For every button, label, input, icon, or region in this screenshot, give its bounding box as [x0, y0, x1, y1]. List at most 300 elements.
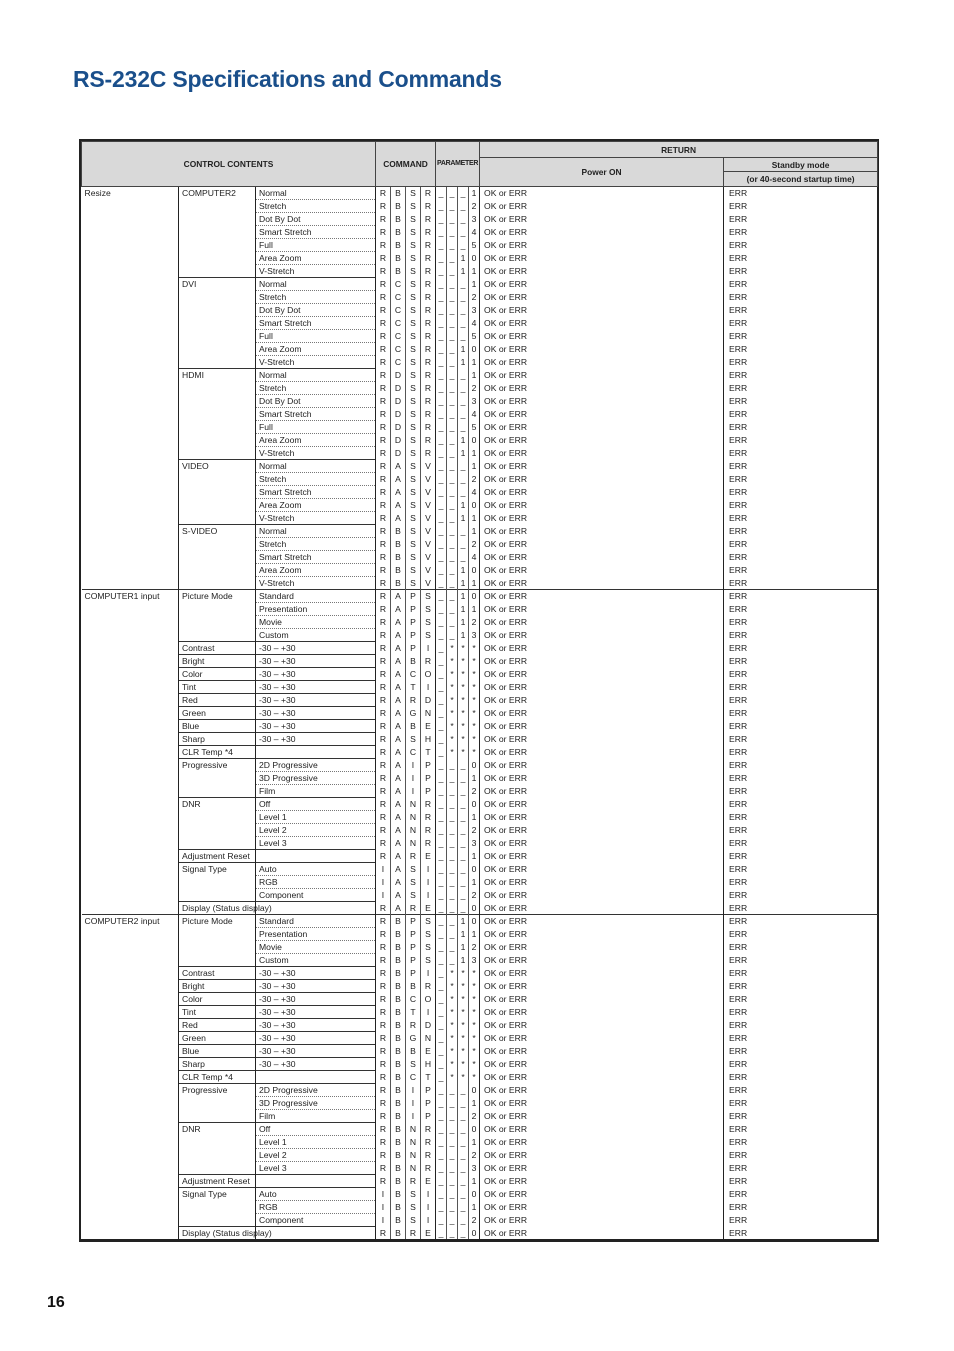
parameter-cell: 4 — [469, 317, 480, 330]
parameter-cell: 1 — [469, 772, 480, 785]
parameter-cell: 0 — [469, 564, 480, 577]
command-char-cell: R — [376, 1149, 391, 1162]
return-standby-cell: ERR — [724, 1227, 878, 1240]
detail-cell: V-Stretch — [256, 265, 376, 278]
command-char-cell: N — [406, 798, 421, 811]
command-char-cell: R — [421, 824, 436, 837]
category-cell: Adjustment Reset — [179, 850, 256, 863]
command-char-cell: S — [406, 278, 421, 291]
table-row — [82, 928, 878, 941]
parameter-cell: 1 — [458, 343, 469, 356]
table-row — [82, 187, 878, 200]
parameter-cell: 1 — [458, 603, 469, 616]
command-char-cell: A — [391, 837, 406, 850]
category-cell — [179, 408, 256, 421]
group-cell — [82, 239, 179, 252]
group-cell — [82, 564, 179, 577]
command-char-cell: V — [421, 538, 436, 551]
group-cell — [82, 863, 179, 876]
parameter-cell: _ — [436, 1110, 447, 1123]
parameter-cell: 1 — [458, 434, 469, 447]
return-standby-cell: ERR — [724, 863, 878, 876]
command-char-cell: R — [376, 1227, 391, 1240]
return-standby-cell: ERR — [724, 278, 878, 291]
group-cell — [82, 694, 179, 707]
table-row — [82, 564, 878, 577]
parameter-cell: _ — [447, 564, 458, 577]
parameter-cell: * — [458, 1006, 469, 1019]
parameter-cell: * — [447, 720, 458, 733]
detail-cell: Level 1 — [256, 1136, 376, 1149]
command-char-cell: R — [421, 343, 436, 356]
command-char-cell: A — [391, 512, 406, 525]
command-char-cell: R — [376, 512, 391, 525]
return-power-on-cell: OK or ERR — [480, 798, 724, 811]
command-char-cell: S — [406, 733, 421, 746]
return-power-on-cell: OK or ERR — [480, 408, 724, 421]
command-char-cell: N — [421, 1032, 436, 1045]
parameter-cell: _ — [447, 343, 458, 356]
parameter-cell: _ — [436, 226, 447, 239]
detail-cell: Level 3 — [256, 837, 376, 850]
parameter-cell: 2 — [469, 889, 480, 902]
parameter-cell: _ — [458, 1227, 469, 1240]
parameter-cell: _ — [436, 1149, 447, 1162]
group-cell — [82, 889, 179, 902]
parameter-cell: _ — [447, 200, 458, 213]
command-char-cell: E — [421, 902, 436, 915]
return-standby-cell: ERR — [724, 603, 878, 616]
command-char-cell: S — [406, 1058, 421, 1071]
table-row — [82, 486, 878, 499]
return-power-on-cell: OK or ERR — [480, 694, 724, 707]
return-power-on-cell: OK or ERR — [480, 668, 724, 681]
category-cell: S-VIDEO — [179, 525, 256, 538]
category-cell: Contrast — [179, 967, 256, 980]
command-char-cell: R — [421, 395, 436, 408]
parameter-cell: 4 — [469, 551, 480, 564]
parameter-cell: 2 — [469, 1110, 480, 1123]
category-cell — [179, 629, 256, 642]
group-cell: Resize — [84, 188, 111, 198]
detail-cell — [256, 746, 376, 759]
command-char-cell: R — [421, 330, 436, 343]
parameter-cell: 2 — [469, 200, 480, 213]
parameter-cell: 1 — [458, 954, 469, 967]
parameter-cell: 1 — [469, 1201, 480, 1214]
return-power-on-cell: OK or ERR — [480, 629, 724, 642]
parameter-cell: _ — [447, 291, 458, 304]
return-standby-cell: ERR — [724, 395, 878, 408]
return-standby-cell: ERR — [724, 473, 878, 486]
table-row — [82, 278, 878, 291]
parameter-cell: _ — [447, 447, 458, 460]
return-power-on-cell: OK or ERR — [480, 889, 724, 902]
command-char-cell: P — [406, 928, 421, 941]
parameter-cell: 3 — [469, 304, 480, 317]
parameter-cell: 1 — [458, 928, 469, 941]
command-char-cell: R — [421, 1149, 436, 1162]
command-char-cell: B — [391, 1201, 406, 1214]
command-char-cell: V — [421, 499, 436, 512]
parameter-cell: _ — [436, 187, 447, 200]
return-standby-cell: ERR — [724, 538, 878, 551]
parameter-cell: * — [458, 720, 469, 733]
category-cell — [179, 603, 256, 616]
parameter-cell: 1 — [469, 187, 480, 200]
parameter-cell: _ — [436, 746, 447, 759]
parameter-cell: 2 — [469, 1149, 480, 1162]
detail-cell: Level 1 — [256, 811, 376, 824]
command-char-cell: R — [376, 1175, 391, 1188]
parameter-cell: 1 — [458, 616, 469, 629]
table-row — [82, 343, 878, 356]
category-cell: DVI — [179, 278, 256, 291]
detail-cell: 3D Progressive — [256, 1097, 376, 1110]
group-cell — [82, 1071, 179, 1084]
return-power-on-cell: OK or ERR — [480, 499, 724, 512]
command-char-cell: H — [421, 1058, 436, 1071]
parameter-cell: * — [447, 733, 458, 746]
parameter-cell: _ — [458, 824, 469, 837]
command-char-cell: G — [406, 707, 421, 720]
group-cell — [82, 902, 179, 915]
category-cell: Bright — [179, 655, 256, 668]
parameter-cell: * — [469, 746, 480, 759]
command-char-cell: A — [391, 863, 406, 876]
command-char-cell: A — [391, 590, 406, 603]
detail-cell: -30 – +30 — [256, 980, 376, 993]
parameter-cell: _ — [436, 1214, 447, 1227]
table-row — [82, 1162, 878, 1175]
command-char-cell: N — [406, 1136, 421, 1149]
parameter-cell: _ — [436, 1188, 447, 1201]
table-row — [82, 1149, 878, 1162]
parameter-cell: _ — [436, 1058, 447, 1071]
command-char-cell: S — [406, 863, 421, 876]
parameter-cell: _ — [436, 772, 447, 785]
parameter-cell: _ — [436, 707, 447, 720]
parameter-cell: _ — [436, 1006, 447, 1019]
group-cell — [82, 1110, 179, 1123]
group-cell — [82, 226, 179, 239]
command-char-cell: R — [406, 1175, 421, 1188]
return-power-on-cell: OK or ERR — [480, 1201, 724, 1214]
group-cell — [82, 616, 179, 629]
command-char-cell: C — [406, 993, 421, 1006]
table-row — [82, 876, 878, 889]
return-standby-cell: ERR — [724, 928, 878, 941]
group-cell — [82, 707, 179, 720]
group-cell — [82, 551, 179, 564]
table-row — [82, 616, 878, 629]
command-char-cell: P — [406, 590, 421, 603]
detail-cell: -30 – +30 — [256, 993, 376, 1006]
parameter-cell: * — [458, 707, 469, 720]
category-cell — [179, 811, 256, 824]
parameter-cell: _ — [436, 1071, 447, 1084]
command-char-cell: R — [376, 252, 391, 265]
command-char-cell: R — [376, 668, 391, 681]
return-power-on-cell: OK or ERR — [480, 278, 724, 291]
parameter-cell: _ — [436, 369, 447, 382]
parameter-cell: _ — [447, 408, 458, 421]
command-char-cell: E — [421, 1045, 436, 1058]
command-char-cell: I — [421, 889, 436, 902]
command-char-cell: R — [376, 460, 391, 473]
parameter-cell: _ — [447, 902, 458, 915]
group-cell — [82, 317, 179, 330]
parameter-cell: _ — [458, 213, 469, 226]
command-char-cell: G — [406, 1032, 421, 1045]
group-cell — [82, 213, 179, 226]
return-power-on-cell: OK or ERR — [480, 1071, 724, 1084]
parameter-cell: 2 — [469, 941, 480, 954]
table-row — [82, 1084, 878, 1097]
return-standby-cell: ERR — [724, 486, 878, 499]
parameter-cell: 1 — [458, 629, 469, 642]
parameter-cell: 0 — [469, 590, 480, 603]
parameter-cell: 2 — [469, 538, 480, 551]
command-char-cell: S — [406, 447, 421, 460]
parameter-cell: _ — [436, 499, 447, 512]
parameter-cell: _ — [458, 876, 469, 889]
parameter-cell: _ — [447, 252, 458, 265]
parameter-cell: _ — [436, 681, 447, 694]
parameter-cell: _ — [447, 915, 458, 928]
category-cell — [179, 356, 256, 369]
parameter-cell: * — [447, 1045, 458, 1058]
parameter-cell: _ — [436, 629, 447, 642]
command-char-cell: B — [391, 1071, 406, 1084]
return-standby-cell: ERR — [724, 421, 878, 434]
command-char-cell: S — [406, 395, 421, 408]
command-char-cell: A — [391, 499, 406, 512]
command-char-cell: B — [391, 1058, 406, 1071]
parameter-cell: _ — [458, 1097, 469, 1110]
command-char-cell: R — [421, 980, 436, 993]
parameter-cell: _ — [436, 486, 447, 499]
return-power-on-cell: OK or ERR — [480, 187, 724, 200]
return-power-on-cell: OK or ERR — [480, 954, 724, 967]
return-standby-cell: ERR — [724, 304, 878, 317]
command-char-cell: R — [376, 603, 391, 616]
command-char-cell: R — [376, 798, 391, 811]
command-char-cell: B — [391, 941, 406, 954]
command-char-cell: S — [421, 941, 436, 954]
parameter-cell: 1 — [469, 1175, 480, 1188]
command-char-cell: A — [391, 642, 406, 655]
parameter-cell: _ — [447, 1214, 458, 1227]
command-char-cell: S — [421, 954, 436, 967]
command-char-cell: R — [421, 239, 436, 252]
category-cell — [179, 889, 256, 902]
return-standby-cell: ERR — [724, 434, 878, 447]
detail-cell: Level 3 — [256, 1162, 376, 1175]
group-cell — [82, 1188, 179, 1201]
parameter-cell: _ — [447, 473, 458, 486]
command-char-cell: R — [376, 1006, 391, 1019]
command-char-cell: B — [391, 980, 406, 993]
return-standby-cell: ERR — [724, 1188, 878, 1201]
command-char-cell: P — [421, 1097, 436, 1110]
command-char-cell: R — [376, 785, 391, 798]
parameter-cell: 1 — [458, 564, 469, 577]
parameter-cell: 1 — [469, 850, 480, 863]
command-char-cell: R — [376, 499, 391, 512]
command-char-cell: D — [391, 395, 406, 408]
category-cell — [179, 382, 256, 395]
detail-cell: -30 – +30 — [256, 1019, 376, 1032]
detail-cell: Normal — [256, 369, 376, 382]
parameter-cell: 1 — [469, 447, 480, 460]
return-standby-cell: ERR — [724, 382, 878, 395]
command-char-cell: B — [391, 1175, 406, 1188]
parameter-cell: 2 — [469, 473, 480, 486]
parameter-cell: * — [469, 1032, 480, 1045]
category-cell: Tint — [179, 1006, 256, 1019]
parameter-cell: * — [447, 1032, 458, 1045]
parameter-cell: 4 — [469, 486, 480, 499]
command-char-cell: S — [406, 486, 421, 499]
return-standby-cell: ERR — [724, 330, 878, 343]
return-standby-cell: ERR — [724, 1123, 878, 1136]
category-cell — [179, 1214, 256, 1227]
parameter-cell: _ — [447, 226, 458, 239]
command-char-cell: B — [391, 928, 406, 941]
command-char-cell: C — [391, 356, 406, 369]
command-char-cell: I — [421, 1188, 436, 1201]
return-standby-cell: ERR — [724, 213, 878, 226]
group-cell — [82, 304, 179, 317]
command-char-cell: N — [406, 1162, 421, 1175]
command-char-cell: R — [421, 1123, 436, 1136]
command-char-cell: B — [391, 538, 406, 551]
parameter-cell: _ — [436, 694, 447, 707]
command-char-cell: C — [406, 668, 421, 681]
table-row — [82, 239, 878, 252]
command-char-cell: A — [391, 629, 406, 642]
parameter-cell: 2 — [469, 1214, 480, 1227]
group-cell — [82, 1149, 179, 1162]
command-char-cell: V — [421, 512, 436, 525]
command-char-cell: B — [391, 226, 406, 239]
detail-cell: Smart Stretch — [256, 408, 376, 421]
table-row — [82, 642, 878, 655]
command-char-cell: T — [406, 681, 421, 694]
group-cell — [82, 200, 179, 213]
return-standby-cell: ERR — [724, 720, 878, 733]
detail-cell: -30 – +30 — [256, 1045, 376, 1058]
parameter-cell: _ — [447, 382, 458, 395]
command-char-cell: R — [421, 408, 436, 421]
command-char-cell: S — [406, 538, 421, 551]
parameter-cell: _ — [458, 798, 469, 811]
parameter-cell: * — [469, 694, 480, 707]
command-char-cell: B — [391, 525, 406, 538]
return-power-on-cell: OK or ERR — [480, 902, 724, 915]
table-row — [82, 1006, 878, 1019]
return-power-on-cell: OK or ERR — [480, 720, 724, 733]
parameter-cell: _ — [436, 941, 447, 954]
parameter-cell: _ — [436, 551, 447, 564]
command-char-cell: I — [406, 1097, 421, 1110]
category-cell — [179, 564, 256, 577]
detail-cell: Area Zoom — [256, 564, 376, 577]
category-cell — [179, 1162, 256, 1175]
group-cell — [82, 720, 179, 733]
table-row — [82, 1201, 878, 1214]
command-char-cell: P — [406, 629, 421, 642]
parameter-cell: _ — [458, 1188, 469, 1201]
command-char-cell: P — [421, 759, 436, 772]
command-char-cell: R — [376, 1123, 391, 1136]
command-char-cell: B — [391, 265, 406, 278]
group-cell — [82, 772, 179, 785]
command-char-cell: P — [421, 1110, 436, 1123]
command-char-cell: R — [376, 746, 391, 759]
command-char-cell: B — [406, 720, 421, 733]
return-power-on-cell: OK or ERR — [480, 915, 724, 928]
detail-cell: Smart Stretch — [256, 317, 376, 330]
return-power-on-cell: OK or ERR — [480, 421, 724, 434]
command-char-cell: R — [376, 265, 391, 278]
detail-cell: -30 – +30 — [256, 733, 376, 746]
parameter-cell: 0 — [469, 434, 480, 447]
return-power-on-cell: OK or ERR — [480, 876, 724, 889]
return-power-on-cell: OK or ERR — [480, 1097, 724, 1110]
parameter-cell: * — [447, 980, 458, 993]
parameter-cell: _ — [447, 512, 458, 525]
return-standby-cell: ERR — [724, 356, 878, 369]
command-char-cell: T — [421, 746, 436, 759]
parameter-cell: 0 — [469, 902, 480, 915]
return-standby-cell: ERR — [724, 772, 878, 785]
table-row — [82, 629, 878, 642]
group-cell — [82, 1227, 179, 1240]
command-char-cell: R — [421, 421, 436, 434]
parameter-cell: 1 — [469, 512, 480, 525]
detail-cell: Stretch — [256, 291, 376, 304]
return-standby-cell: ERR — [724, 616, 878, 629]
command-char-cell: R — [376, 304, 391, 317]
command-char-cell: S — [406, 889, 421, 902]
category-cell: Color — [179, 668, 256, 681]
return-power-on-cell: OK or ERR — [480, 1058, 724, 1071]
return-standby-cell: ERR — [724, 317, 878, 330]
command-char-cell: R — [376, 1032, 391, 1045]
group-cell — [82, 603, 179, 616]
parameter-cell: 5 — [469, 330, 480, 343]
category-cell — [179, 395, 256, 408]
command-char-cell: R — [376, 564, 391, 577]
parameter-cell: _ — [447, 811, 458, 824]
command-char-cell: S — [406, 434, 421, 447]
command-char-cell: S — [406, 564, 421, 577]
command-char-cell: I — [376, 876, 391, 889]
command-char-cell: B — [391, 577, 406, 590]
detail-cell: Full — [256, 239, 376, 252]
group-cell — [82, 1058, 179, 1071]
group-cell — [82, 460, 179, 473]
return-standby-cell: ERR — [724, 1058, 878, 1071]
parameter-cell: 1 — [469, 811, 480, 824]
parameter-cell: _ — [436, 1201, 447, 1214]
group-cell — [82, 993, 179, 1006]
return-standby-cell: ERR — [724, 499, 878, 512]
detail-cell: Level 2 — [256, 1149, 376, 1162]
table-row — [82, 1019, 878, 1032]
